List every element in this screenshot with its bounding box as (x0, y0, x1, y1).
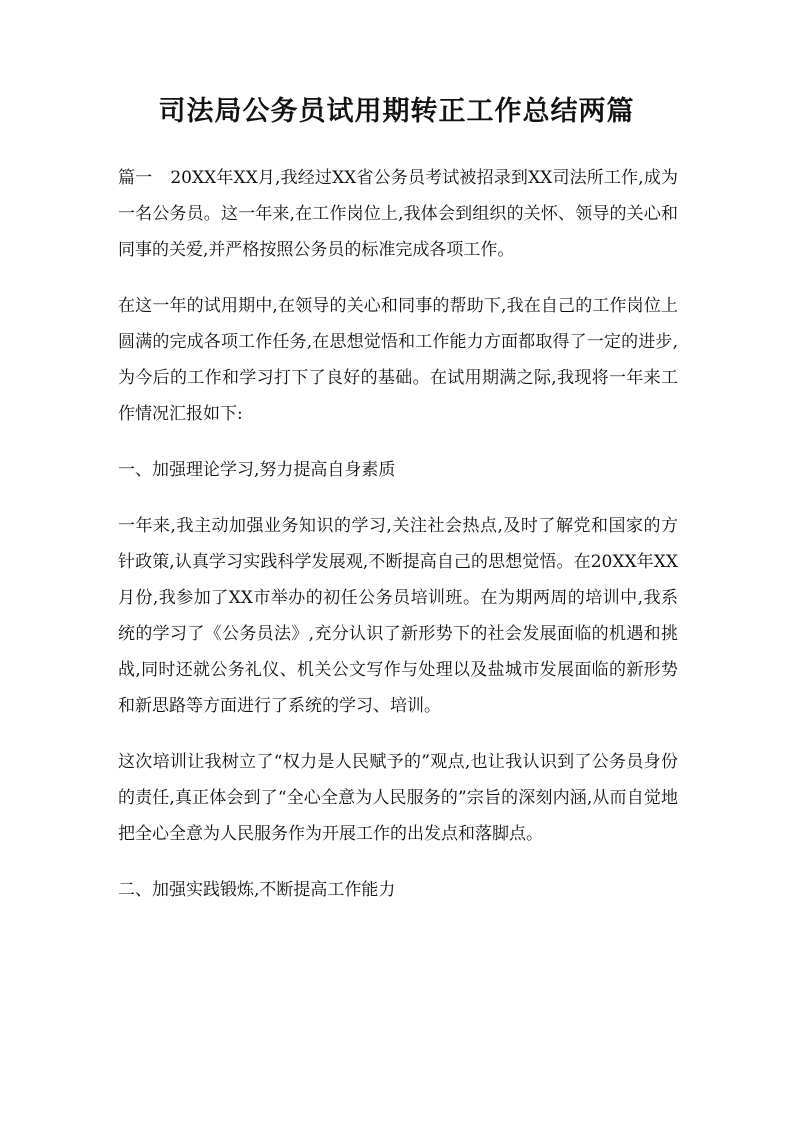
paragraph-3: 一年来,我主动加强业务知识的学习,关注社会热点,及时了解党和国家的方针政策,认真学习实践科学发展观,不断提高自己的思想觉悟。在20XX年XX月份,我参加了XX市举办的初任公务员培训班。在为期两周的培训中,我系统的学习了《公务员法》,充分认识了新形势下的社会发展面临的机遇和挑战,同时还就公务礼仪、机关公文写作与处理以及盐城市发展面临的新形势和新思路等方面进行了系统的学习、培训。 (118, 516, 678, 716)
paragraph-2: 在这一年的试用期中,在领导的关心和同事的帮助下,我在自己的工作岗位上圆满的完成各项工作任务,在思想觉悟和工作能力方面都取得了一定的进步,为今后的工作和学习打下了良好的基础。在试用期满之际,我现将一年来工作情况汇报如下: (118, 296, 678, 424)
paragraph-1 (118, 160, 678, 268)
paragraph-1-text: 20XX年XX月,我经过XX省公务员考试被招录到XX司法所工作,成为一名公务员。这一年来,在工作岗位上,我体会到组织的关怀、领导的关心和同事的关爱,并严格按照公务员的标准完成各项工作。 (118, 168, 678, 260)
document-title: 司法局公务员试用期转正工作总结两篇 (158, 96, 635, 127)
document-body (118, 160, 678, 928)
paragraph-4: 这次培训让我树立了“权力是人民赋予的”观点,也让我认识到了公务员身份的责任,真正体会到了“全心全意为人民服务的”宗旨的深刻内涵,从而自觉地把全心全意为人民服务作为开展工作的出发点和落脚点。 (118, 752, 678, 844)
section-heading-2: 二、加强实践锻炼,不断提高工作能力 (118, 880, 396, 900)
paragraph-1-lead: 篇一 (118, 168, 153, 188)
section-heading-1: 一、加强理论学习,努力提高自身素质 (118, 460, 396, 480)
